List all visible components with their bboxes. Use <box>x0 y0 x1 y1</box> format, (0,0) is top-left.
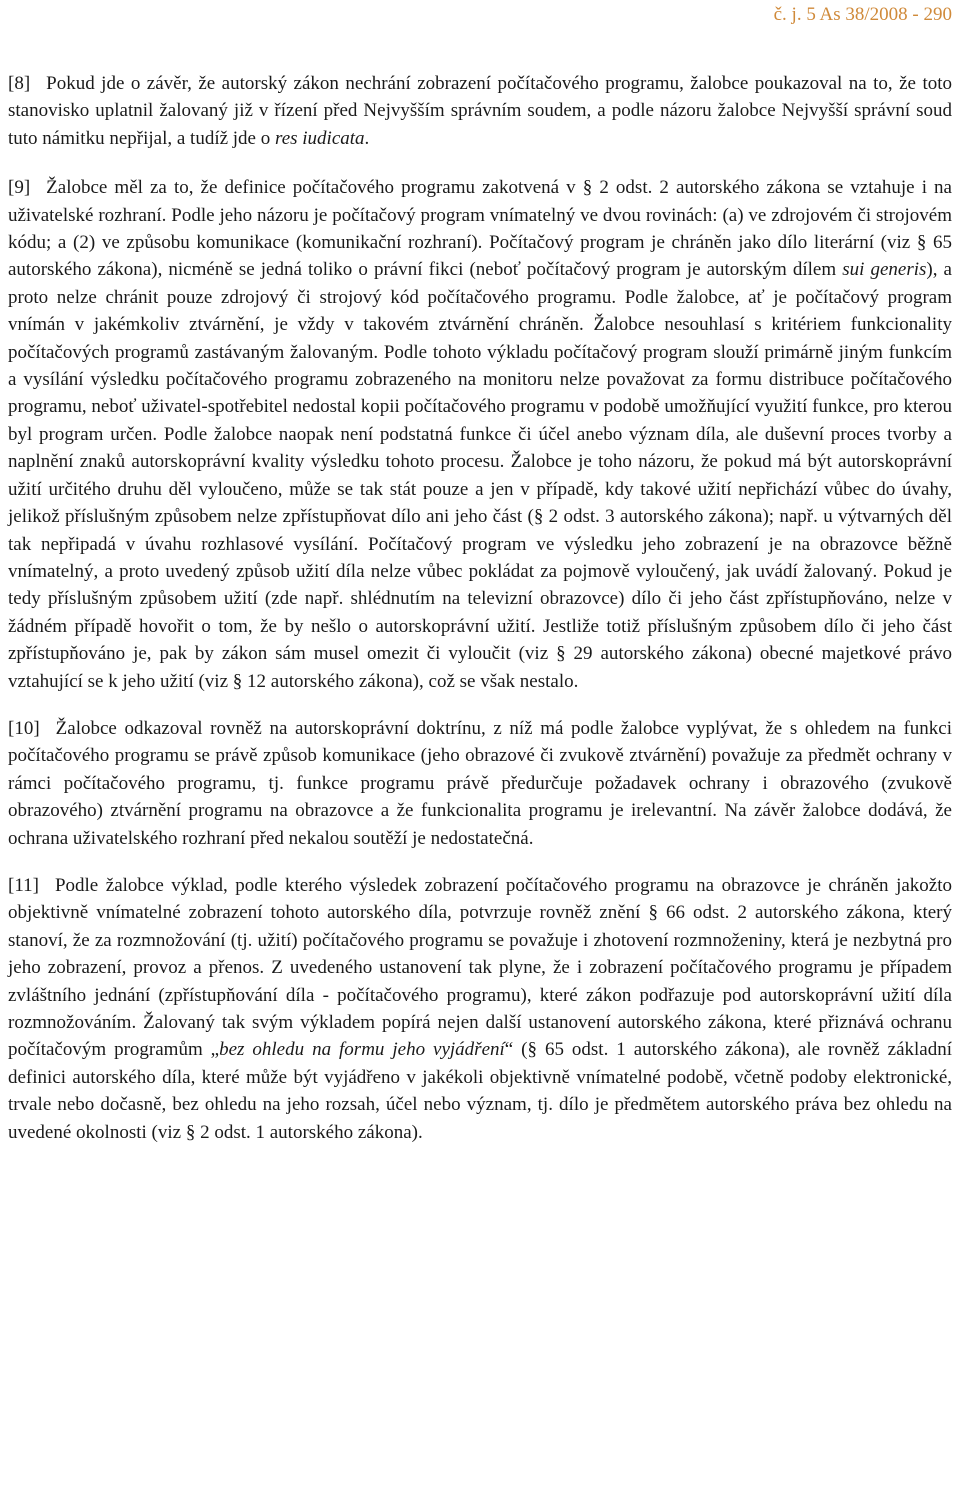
case-number-header: č. j. 5 As 38/2008 - 290 <box>773 4 952 25</box>
paragraph-11 <box>8 872 952 1146</box>
paragraph-text: “ (§ 65 odst. 1 autorského zákona), ale rovněž základní definici autorského díla, které může být vyjádřeno v jakékoli objektivně vnímatelné podobě, včetně podoby elektronické, trvale nebo dočasně, bez ohledu na jeho rozsah, účel nebo význam, tj. dílo je předmětem autorského práva bez ohledu na uvedené okolnosti (viz § 2 odst. 1 autorského zákona). <box>8 1039 952 1143</box>
paragraph-text: Žalobce odkazoval rovněž na autorskoprávní doktrínu, z níž má podle žalobce vyplývat, že s ohledem na funkci počítačového programu se právě způsob komunikace (jeho obrazové či zvukově ztvárnění) považuje za předmět ochrany v rámci počítačového programu, tj. funkce programu právě předurčuje požadavek ochrany i obrazového (zvukově obrazového) ztvárnění programu na obrazovce a že funkcionalita programu je irelevantní. Na závěr žalobce dodává, že ochrana uživatelského rozhraní před nekalou soutěží je nedostatečná. <box>8 717 952 849</box>
paragraph-number: [8] <box>8 73 31 94</box>
latin-phrase: res iudicata <box>275 127 365 149</box>
paragraph-text: ), a proto nelze chránit pouze zdrojový či strojový kód počítačového programu. Podle žalobce, ať je počítačový program vnímán v jakémkoliv ztvárnění, je vždy v takovém ztvárnění chráněn. Žalobce nesouhlasí s kritériem funkcionality počítačových programů zastávaným žalovaným. Podle tohoto výkladu počítačový program slouží primárně jiným funkcím a vysílání výsledku počítačového programu zobrazeného na monitoru nelze považovat za formu distribuce počítačového programu, neboť uživatel-spotřebitel nedostal kopii počítačového programu v podobě umožňující využití funkce, pro kterou byl program určen. Podle žalobce naopak není podstatná funkce či účel anebo význam díla, ale duševní proces tvorby a naplnění znaků autorskoprávní kvality výsledku tohoto procesu. Žalobce je toho názoru, že pokud má být autorskoprávní užití určitého druhu děl vyloučeno, může se tak stát pouze a jen v případě, kdy takové užití nepřichází vůbec do úvahy, jelikož příslušným způsobem nelze zpřístupňovat dílo ani jeho část (§ 2 odst. 3 autorského zákona); např. u výtvarných děl tak nepřipadá v úvahu rozhlasové vysílání. Počítačový program ve výsledku jeho zobrazení je na obrazovce běžně vnímatelný, a proto uvedený způsob užití díla nelze vůbec pokládat za pojmově vyloučený, jak uvádí žalovaný. Pokud je tedy příslušným způsobem užití (zde např. shlédnutím na televizní obrazovce) dílo či jeho část zpřístupňováno, nelze v žádném případě hovořit o tom, že by nešlo o autorskoprávní užití. Jestliže totiž příslušným způsobem dílo či jeho část zpřístupňováno je, pak by zákon sám musel omezit či vyloučit (viz § 29 autorského zákona) obecné majetkové právo vztahující se k jeho užití (viz § 12 autorského zákona), což se však nestalo. <box>8 259 952 692</box>
quoted-phrase: bez ohledu na formu jeho vyjádření <box>219 1039 505 1061</box>
paragraph-text: . <box>364 127 370 149</box>
paragraph-number: [10] <box>8 717 40 739</box>
paragraph-10 <box>8 715 952 852</box>
paragraph-9 <box>8 174 952 695</box>
paragraph-number: [11] <box>8 874 39 896</box>
paragraph-8 <box>8 70 952 152</box>
paragraph-text: Podle žalobce výklad, podle kterého výsledek zobrazení počítačového programu na obrazovce je chráněn jakožto objektivně vnímatelné zobrazení tohoto autorského díla, potvrzuje rovněž znění § 66 odst. 2 autorského zákona, který stanoví, že za rozmnožování (tj. užití) počítačového programu se považuje i zhotovení rozmnoženiny, která je nezbytná pro jeho zobrazení, provoz a přenos. Z uvedeného ustanovení tak plyne, že i zobrazení počítačového programu je případem zvláštního jednání (zpřístupňování díla - počítačového programu), které zákon podřazuje pod autorskoprávní užití díla rozmnožováním. Žalovaný tak svým výkladem popírá nejen další ustanovení autorského zákona, které přiznává ochranu počítačovým programům „ <box>8 874 952 1061</box>
latin-phrase: sui generis <box>842 259 927 281</box>
paragraph-number: [9] <box>8 177 31 199</box>
paragraph-text: Pokud jde o závěr, že autorský zákon nechrání zobrazení počítačového programu, žalobce poukazoval na to, že toto stanovisko uplatnil žalovaný již v řízení před Nejvyšším správním soudem, a podle názoru žalobce Nejvyšší správní soud tuto námitku nepřijal, a tudíž jde o <box>8 73 952 149</box>
paragraph-text: Žalobce měl za to, že definice počítačového programu zakotvená v § 2 odst. 2 autorského zákona se vztahuje i na uživatelské rozhraní. Podle jeho názoru je počítačový program vnímatelný ve dvou rovinách: (a) ve zdrojovém či strojovém kódu; a (2) ve způsobu komunikace (komunikační rozhraní). Počítačový program je chráněn jako dílo literární (viz § 65 autorského zákona), nicméně se jedná toliko o právní fikci (neboť počítačový program je autorským dílem <box>8 177 952 281</box>
